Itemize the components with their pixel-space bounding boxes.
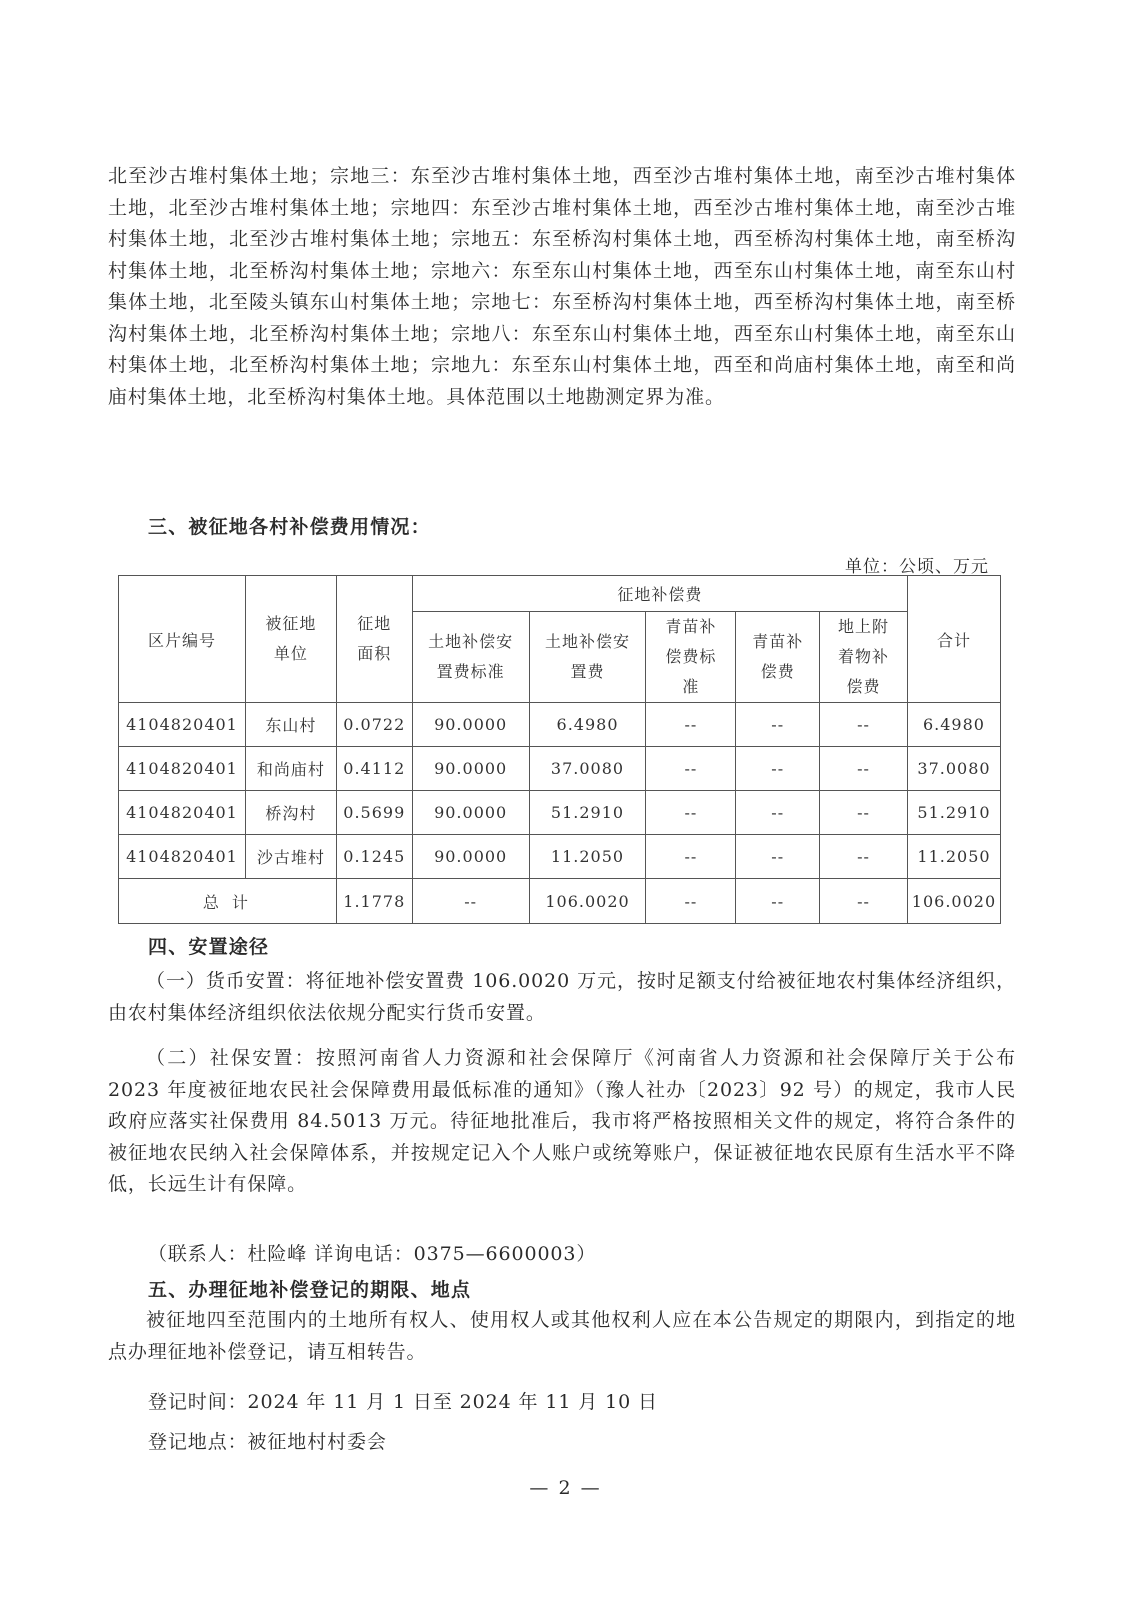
cell-attach-fee: -- [820, 791, 908, 835]
section4-item2: （二）社保安置：按照河南省人力资源和社会保障厅《河南省人力资源和社会保障厅关于公布 2023 年度被征地农民社会保障费用最低标准的通知》（豫人社办〔2023〕92 号）的规定，我市人民政府应落实社保费用 84.5013 万元。待征地批准后，我市将严格按照相关文件的规定，将符合条件的被征地农民纳入社会保障体系，并按规定记入个人账户或统筹账户，保证被征地农民原有生活水平不降低，长远生计有保障。 [108, 1047, 1016, 1195]
header-area-code: 区片编号 [119, 576, 246, 703]
cell-total: 37.0080 [907, 747, 1000, 791]
table-row [119, 703, 1001, 747]
cell-attach-fee: -- [820, 703, 908, 747]
cell-total: 11.2050 [907, 835, 1000, 879]
cell-crop-fee: -- [736, 791, 820, 835]
registration-place: 登记地点：被征地村村委会 [148, 1431, 387, 1453]
cell-crop-standard: -- [646, 703, 736, 747]
compensation-table [118, 575, 1001, 924]
section5-heading: 五、办理征地补偿登记的期限、地点 [148, 1279, 472, 1301]
table-row [119, 747, 1001, 791]
header-area: 征地面积 [336, 576, 412, 703]
table-row [119, 791, 1001, 835]
cell-crop-fee: -- [736, 703, 820, 747]
total-area: 1.1778 [336, 879, 412, 924]
total-land-fee: 106.0020 [529, 879, 646, 924]
header-land-standard: 土地补偿安置费标准 [412, 612, 529, 703]
cell-crop-fee: -- [736, 747, 820, 791]
cell-area: 0.1245 [336, 835, 412, 879]
cell-total: 51.2910 [907, 791, 1000, 835]
registration-time: 登记时间：2024 年 11 月 1 日至 2024 年 11 月 10 日 [148, 1391, 658, 1413]
cell-land-fee: 37.0080 [529, 747, 646, 791]
cell-land-fee: 6.4980 [529, 703, 646, 747]
table-total-row [119, 879, 1001, 924]
header-compensation-group: 征地补偿费 [412, 576, 907, 612]
cell-crop-fee: -- [736, 835, 820, 879]
section3-heading: 三、被征地各村补偿费用情况： [148, 516, 431, 538]
total-label: 总 计 [119, 879, 337, 924]
cell-area: 0.0722 [336, 703, 412, 747]
header-land-fee: 土地补偿安置费 [529, 612, 646, 703]
cell-crop-standard: -- [646, 791, 736, 835]
table-row [119, 835, 1001, 879]
cell-land-fee: 51.2910 [529, 791, 646, 835]
cell-code: 4104820401 [119, 703, 246, 747]
header-crop-standard: 青苗补偿费标准 [646, 612, 736, 703]
header-unit: 被征地单位 [245, 576, 336, 703]
page-number: — 2 — [529, 1477, 602, 1499]
cell-land-standard: 90.0000 [412, 791, 529, 835]
section4-heading: 四、安置途径 [148, 936, 270, 958]
section5-body: 被征地四至范围内的土地所有权人、使用权人或其他权利人应在本公告规定的期限内，到指定的地点办理征地补偿登记，请互相转告。 [108, 1309, 1016, 1363]
header-attach-fee: 地上附着物补偿费 [820, 612, 908, 703]
cell-crop-standard: -- [646, 747, 736, 791]
cell-area: 0.5699 [336, 791, 412, 835]
cell-code: 4104820401 [119, 835, 246, 879]
table-header-row [119, 576, 1001, 612]
table-unit-label: 单位：公顷、万元 [845, 557, 989, 577]
cell-land-standard: 90.0000 [412, 835, 529, 879]
contact-line: （联系人：杜险峰 详询电话：0375—6600003） [148, 1243, 597, 1265]
cell-land-fee: 11.2050 [529, 835, 646, 879]
total-land-standard: -- [412, 879, 529, 924]
total-crop-standard: -- [646, 879, 736, 924]
cell-crop-standard: -- [646, 835, 736, 879]
section2-boundaries-text: 北至沙古堆村集体土地；宗地三：东至沙古堆村集体土地，西至沙古堆村集体土地，南至沙古堆村集体土地，北至沙古堆村集体土地；宗地四：东至沙古堆村集体土地，西至沙古堆村集体土地，南至沙古堆村集体土地，北至沙古堆村集体土地；宗地五：东至桥沟村集体土地，西至桥沟村集体土地，南至桥沟村集体土地，北至桥沟村集体土地；宗地六：东至东山村集体土地，西至东山村集体土地，南至东山村集体土地，北至陵头镇东山村集体土地；宗地七：东至桥沟村集体土地，西至桥沟村集体土地，南至桥沟村集体土地，北至桥沟村集体土地；宗地八：东至东山村集体土地，西至东山村集体土地，南至东山村集体土地，北至桥沟村集体土地；宗地九：东至东山村集体土地，西至和尚庙村集体土地，南至和尚庙村集体土地，北至桥沟村集体土地。具体范围以土地勘测定界为准。 [108, 165, 1016, 408]
header-total: 合计 [907, 576, 1000, 703]
cell-total: 6.4980 [907, 703, 1000, 747]
cell-area: 0.4112 [336, 747, 412, 791]
cell-unit: 东山村 [245, 703, 336, 747]
cell-land-standard: 90.0000 [412, 747, 529, 791]
section4-item1: （一）货币安置：将征地补偿安置费 106.0020 万元，按时足额支付给被征地农村集体经济组织，由农村集体经济组织依法依规分配实行货币安置。 [108, 970, 1016, 1024]
total-crop-fee: -- [736, 879, 820, 924]
cell-unit: 沙古堆村 [245, 835, 336, 879]
cell-code: 4104820401 [119, 791, 246, 835]
cell-unit: 和尚庙村 [245, 747, 336, 791]
cell-attach-fee: -- [820, 747, 908, 791]
cell-code: 4104820401 [119, 747, 246, 791]
total-sum: 106.0020 [907, 879, 1000, 924]
cell-unit: 桥沟村 [245, 791, 336, 835]
header-crop-fee: 青苗补偿费 [736, 612, 820, 703]
cell-land-standard: 90.0000 [412, 703, 529, 747]
total-attach-fee: -- [820, 879, 908, 924]
cell-attach-fee: -- [820, 835, 908, 879]
